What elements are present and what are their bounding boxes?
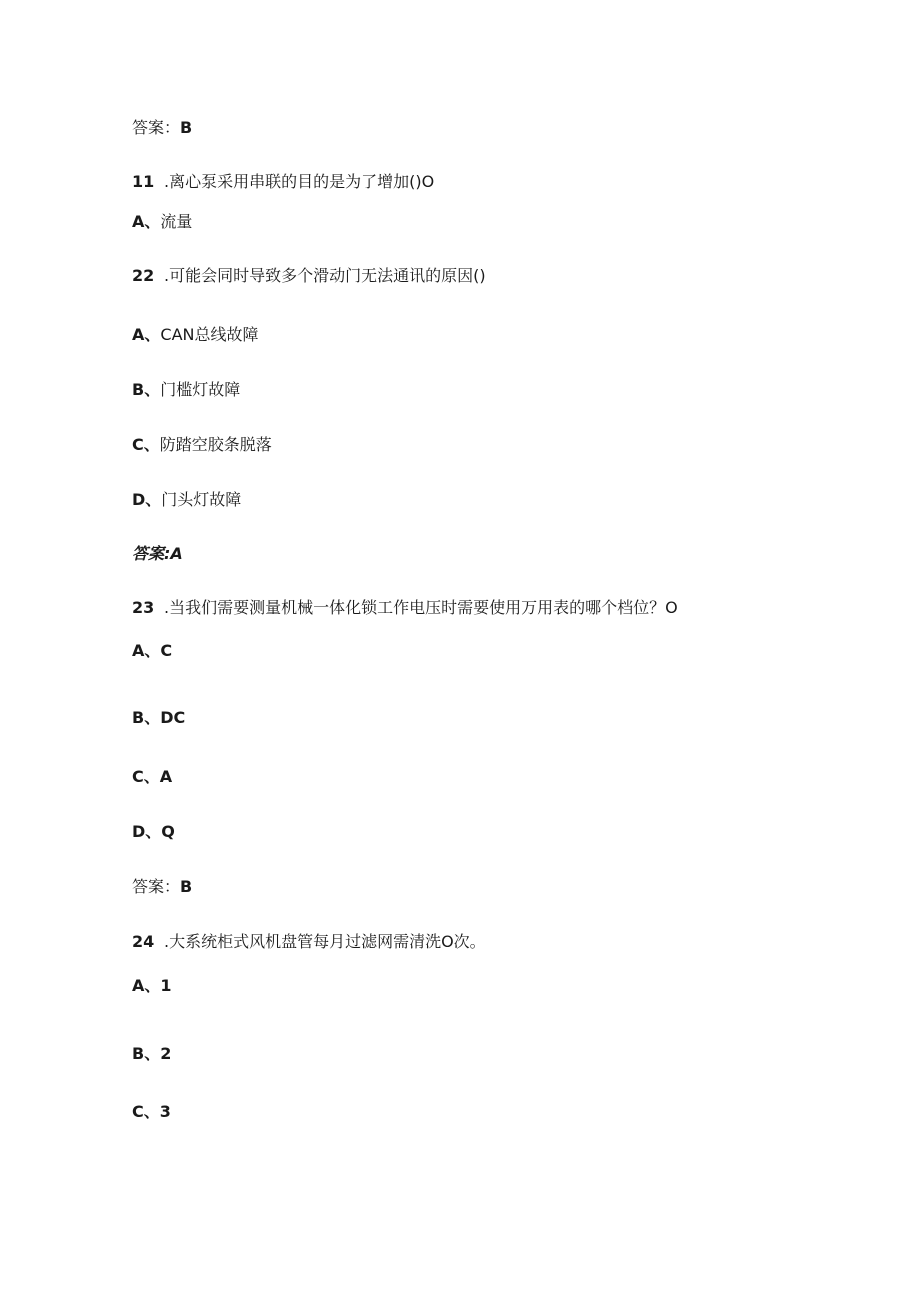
question-text: .大系统柜式风机盘管每月过滤网需清洗O次。 [164,932,486,951]
option-b [132,1044,171,1064]
question-24 [132,932,486,952]
option-prefix: D、 [132,822,162,841]
question-11 [132,172,434,192]
question-23 [132,598,678,618]
option-text: Q [161,822,175,841]
option-text: 3 [159,1102,171,1121]
option-text: 2 [160,1044,172,1063]
option-b [132,380,240,400]
option-prefix: C、 [132,435,160,454]
question-text: .当我们需要测量机械一体化锁工作电压时需要使用万用表的哪个档位？O [164,598,678,617]
option-prefix: C、 [132,767,160,786]
question-number: 24 [132,932,155,951]
question-number: 23 [132,598,155,617]
answer-text: 答案:A [132,544,183,563]
option-text: 门头灯故障 [161,490,242,509]
answer-line [132,544,183,564]
question-number: 11 [132,172,155,191]
option-text: 1 [160,976,172,995]
option-c [132,1102,171,1122]
question-number: 22 [132,266,155,285]
question-22 [132,266,486,286]
option-prefix: A、 [132,325,161,344]
option-a [132,325,258,345]
option-text: 门槛灯故障 [160,380,241,399]
option-c [132,767,172,787]
option-prefix: A、 [132,212,161,231]
option-prefix: B、 [132,708,161,727]
question-text: .离心泵采用串联的目的是为了增加()O [164,172,435,191]
answer-prefix: 答案： [132,877,181,896]
option-prefix: A、 [132,976,161,995]
option-text: 防踏空胶条脱落 [159,435,272,454]
option-a [132,976,172,996]
option-c [132,435,272,455]
option-prefix: B、 [132,1044,161,1063]
option-b [132,708,185,728]
option-d [132,822,175,842]
option-text: C [160,641,173,660]
option-text: A [159,767,173,786]
option-prefix: B、 [132,380,161,399]
answer-prefix: 答案： [132,118,181,137]
option-prefix: A、 [132,641,161,660]
answer-line [132,118,192,138]
option-d [132,490,241,510]
option-text: CAN总线故障 [160,325,259,344]
answer-value: B [180,877,193,896]
answer-line [132,877,192,897]
option-prefix: D、 [132,490,162,509]
answer-value: B [180,118,193,137]
option-a [132,641,172,661]
option-a [132,212,192,232]
option-text: DC [160,708,186,727]
option-prefix: C、 [132,1102,160,1121]
question-text: .可能会同时导致多个滑动门无法通讯的原因() [164,266,486,285]
option-text: 流量 [160,212,193,231]
